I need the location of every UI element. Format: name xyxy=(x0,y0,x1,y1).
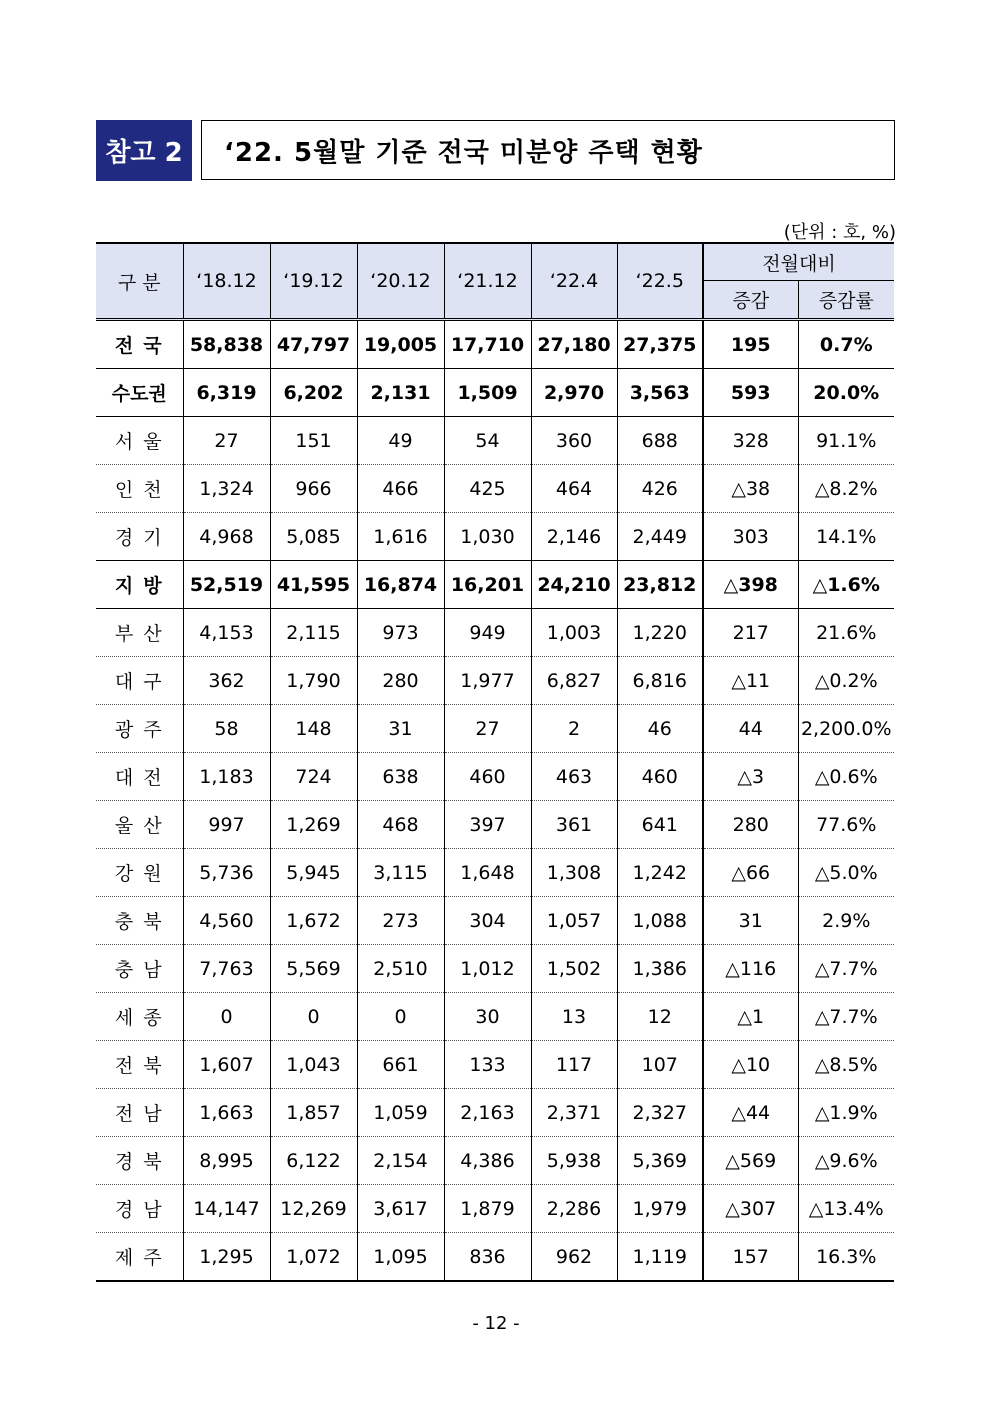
period-value: 1,509 xyxy=(444,369,531,417)
period-value: 46 xyxy=(617,705,703,753)
period-value: 27 xyxy=(444,705,531,753)
period-value: 1,324 xyxy=(183,465,270,513)
period-value: 962 xyxy=(531,1233,617,1282)
change-value: △307 xyxy=(703,1185,798,1233)
period-value: 1,308 xyxy=(531,849,617,897)
change-value: 217 xyxy=(703,609,798,657)
region-name: 전국 xyxy=(96,320,183,369)
period-value: 151 xyxy=(270,417,357,465)
period-value: 1,663 xyxy=(183,1089,270,1137)
period-value: 6,202 xyxy=(270,369,357,417)
change-value: 157 xyxy=(703,1233,798,1282)
period-value: 19,005 xyxy=(357,320,444,369)
region-name: 경북 xyxy=(96,1137,183,1185)
period-value: 836 xyxy=(444,1233,531,1282)
table-row xyxy=(96,705,894,753)
region-name: 강원 xyxy=(96,849,183,897)
period-value: 304 xyxy=(444,897,531,945)
period-value: 1,616 xyxy=(357,513,444,561)
period-value: 4,560 xyxy=(183,897,270,945)
table-row xyxy=(96,465,894,513)
period-value: 1,979 xyxy=(617,1185,703,1233)
period-value: 13 xyxy=(531,993,617,1041)
change-value: △10 xyxy=(703,1041,798,1089)
period-value: 1,242 xyxy=(617,849,703,897)
period-value: 997 xyxy=(183,801,270,849)
change-rate-value: △1.6% xyxy=(798,561,894,609)
period-value: 6,816 xyxy=(617,657,703,705)
period-value: 1,672 xyxy=(270,897,357,945)
table-row xyxy=(96,513,894,561)
period-value: 1,977 xyxy=(444,657,531,705)
change-rate-value: △0.6% xyxy=(798,753,894,801)
period-value: 12,269 xyxy=(270,1185,357,1233)
period-value: 0 xyxy=(357,993,444,1041)
table-row xyxy=(96,369,894,417)
period-value: 1,857 xyxy=(270,1089,357,1137)
period-value: 360 xyxy=(531,417,617,465)
period-value: 661 xyxy=(357,1041,444,1089)
period-value: 1,879 xyxy=(444,1185,531,1233)
header-period: ‘22.4 xyxy=(531,243,617,320)
table-row xyxy=(96,993,894,1041)
period-value: 460 xyxy=(444,753,531,801)
table-row xyxy=(96,417,894,465)
period-value: 27 xyxy=(183,417,270,465)
change-value: △11 xyxy=(703,657,798,705)
change-rate-value: 77.6% xyxy=(798,801,894,849)
period-value: 426 xyxy=(617,465,703,513)
region-name: 대전 xyxy=(96,753,183,801)
header-change: 증감 xyxy=(703,281,798,320)
change-rate-value: 16.3% xyxy=(816,1245,877,1268)
period-value: 2,146 xyxy=(531,513,617,561)
period-value: 464 xyxy=(531,465,617,513)
region-name: 충남 xyxy=(96,945,183,993)
period-value: 273 xyxy=(357,897,444,945)
period-value: 5,736 xyxy=(183,849,270,897)
period-value: 425 xyxy=(444,465,531,513)
change-rate-value: △5.0% xyxy=(798,849,894,897)
period-value: 49 xyxy=(357,417,444,465)
change-rate-value: 0.7% xyxy=(798,320,894,369)
period-value: 1,220 xyxy=(617,609,703,657)
period-value: 27,180 xyxy=(531,320,617,369)
change-rate-value: △8.2% xyxy=(798,465,894,513)
period-value: 6,122 xyxy=(270,1137,357,1185)
period-value: 58,838 xyxy=(183,320,270,369)
change-value: 280 xyxy=(703,801,798,849)
table-row xyxy=(96,320,894,369)
region-name: 제주 xyxy=(96,1233,183,1282)
period-value: 1,059 xyxy=(357,1089,444,1137)
period-value: 31 xyxy=(357,705,444,753)
region-name: 인천 xyxy=(96,465,183,513)
period-value: 3,115 xyxy=(357,849,444,897)
period-value: 0 xyxy=(183,993,270,1041)
change-value: △38 xyxy=(703,465,798,513)
period-value: 16,201 xyxy=(444,561,531,609)
period-value: 466 xyxy=(357,465,444,513)
table-row xyxy=(96,1089,894,1137)
period-value: 2,115 xyxy=(270,609,357,657)
unit-note: (단위 : 호, %) xyxy=(783,222,896,243)
table-row xyxy=(96,849,894,897)
period-value: 1,119 xyxy=(617,1233,703,1282)
region-name: 울산 xyxy=(96,801,183,849)
period-value: 966 xyxy=(270,465,357,513)
change-value: △3 xyxy=(703,753,798,801)
period-value: 148 xyxy=(270,705,357,753)
period-value: 1,790 xyxy=(270,657,357,705)
change-rate-value: △13.4% xyxy=(798,1185,894,1233)
table-row xyxy=(96,1137,894,1185)
period-value: 688 xyxy=(617,417,703,465)
period-value: 397 xyxy=(444,801,531,849)
header-period: ‘20.12 xyxy=(357,243,444,320)
table-row xyxy=(96,1185,894,1233)
header-period: ‘19.12 xyxy=(270,243,357,320)
period-value: 973 xyxy=(357,609,444,657)
header-category: 구 분 xyxy=(96,243,183,320)
region-name: 수도권 xyxy=(96,369,183,417)
period-value: 1,043 xyxy=(270,1041,357,1089)
period-value: 24,210 xyxy=(531,561,617,609)
change-value: 31 xyxy=(703,897,798,945)
period-value: 16,874 xyxy=(357,561,444,609)
period-value: 638 xyxy=(357,753,444,801)
period-value: 3,617 xyxy=(357,1185,444,1233)
change-value: △66 xyxy=(703,849,798,897)
period-value: 641 xyxy=(617,801,703,849)
change-value: △44 xyxy=(703,1089,798,1137)
period-value: 1,607 xyxy=(183,1041,270,1089)
period-value: 1,386 xyxy=(617,945,703,993)
period-value: 54 xyxy=(444,417,531,465)
period-value: 3,563 xyxy=(617,369,703,417)
region-name: 광주 xyxy=(96,705,183,753)
period-value: 463 xyxy=(531,753,617,801)
table-row xyxy=(96,801,894,849)
change-rate-value: 91.1% xyxy=(798,417,894,465)
page-title: ‘22. 5월말 기준 전국 미분양 주택 현황 xyxy=(201,120,895,180)
period-value: 1,095 xyxy=(357,1233,444,1282)
region-name: 세종 xyxy=(96,993,183,1041)
period-value: 4,386 xyxy=(444,1137,531,1185)
period-value: 468 xyxy=(357,801,444,849)
change-rate-value: △7.7% xyxy=(798,993,894,1041)
change-rate-value: △8.5% xyxy=(798,1041,894,1089)
change-value: 328 xyxy=(703,417,798,465)
period-value: 1,502 xyxy=(531,945,617,993)
region-name: 지방 xyxy=(96,561,183,609)
change-value: △569 xyxy=(703,1137,798,1185)
period-value: 1,057 xyxy=(531,897,617,945)
change-value: △1 xyxy=(703,993,798,1041)
period-value: 280 xyxy=(357,657,444,705)
period-value: 133 xyxy=(444,1041,531,1089)
period-value: 5,369 xyxy=(617,1137,703,1185)
region-name: 충북 xyxy=(96,897,183,945)
period-value: 1,183 xyxy=(183,753,270,801)
period-value: 361 xyxy=(531,801,617,849)
period-value: 1,088 xyxy=(617,897,703,945)
change-rate-value: 21.6% xyxy=(798,609,894,657)
change-value: 303 xyxy=(703,513,798,561)
period-value: 1,648 xyxy=(444,849,531,897)
period-value: 5,945 xyxy=(270,849,357,897)
period-value: 6,827 xyxy=(531,657,617,705)
period-value: 1,072 xyxy=(270,1233,357,1282)
header-period: ‘22.5 xyxy=(617,243,703,320)
period-value: 5,085 xyxy=(270,513,357,561)
change-rate-value: △7.7% xyxy=(798,945,894,993)
period-value: 5,938 xyxy=(531,1137,617,1185)
region-name: 서울 xyxy=(96,417,183,465)
period-value: 1,269 xyxy=(270,801,357,849)
page-number: - 12 - xyxy=(472,1313,520,1334)
period-value: 47,797 xyxy=(270,320,357,369)
period-value: 52,519 xyxy=(183,561,270,609)
table-row xyxy=(96,561,894,609)
period-value: 27,375 xyxy=(617,320,703,369)
period-value: 2,510 xyxy=(357,945,444,993)
period-value: 1,003 xyxy=(531,609,617,657)
period-value: 2,131 xyxy=(357,369,444,417)
period-value: 2,970 xyxy=(531,369,617,417)
period-value: 2,449 xyxy=(617,513,703,561)
header-period: ‘21.12 xyxy=(444,243,531,320)
table-row xyxy=(96,1041,894,1089)
reference-badge: 참고 2 xyxy=(96,120,192,181)
period-value: 460 xyxy=(617,753,703,801)
period-value: 14,147 xyxy=(183,1185,270,1233)
period-value: 2,327 xyxy=(617,1089,703,1137)
table-row xyxy=(96,1233,894,1282)
period-value: 4,968 xyxy=(183,513,270,561)
change-rate-value: 20.0% xyxy=(798,369,894,417)
period-value: 7,763 xyxy=(183,945,270,993)
region-name: 부산 xyxy=(96,609,183,657)
period-value: 58 xyxy=(183,705,270,753)
period-value: 2,163 xyxy=(444,1089,531,1137)
period-value: 4,153 xyxy=(183,609,270,657)
period-value: 949 xyxy=(444,609,531,657)
period-value: 2 xyxy=(531,705,617,753)
period-value: 0 xyxy=(270,993,357,1041)
change-rate-value: △0.2% xyxy=(798,657,894,705)
header-change-rate: 증감률 xyxy=(798,281,894,320)
header-period: ‘18.12 xyxy=(183,243,270,320)
period-value: 107 xyxy=(617,1041,703,1089)
table-row xyxy=(96,753,894,801)
period-value: 17,710 xyxy=(444,320,531,369)
table-row xyxy=(96,657,894,705)
header-compare-group: 전월대비 xyxy=(703,243,894,281)
change-rate-value: 14.1% xyxy=(798,513,894,561)
change-value: △116 xyxy=(703,945,798,993)
region-name: 대구 xyxy=(96,657,183,705)
change-rate-value: 2.9% xyxy=(798,897,894,945)
table-row xyxy=(96,897,894,945)
table-row xyxy=(96,609,894,657)
period-value: 724 xyxy=(270,753,357,801)
period-value: 5,569 xyxy=(270,945,357,993)
period-value: 2,154 xyxy=(357,1137,444,1185)
table-row xyxy=(96,945,894,993)
unsold-housing-table xyxy=(96,242,894,1282)
period-value: 23,812 xyxy=(617,561,703,609)
change-rate-value: △1.9% xyxy=(798,1089,894,1137)
change-value: 195 xyxy=(703,320,798,369)
period-value: 1,295 xyxy=(183,1233,270,1282)
region-name: 경기 xyxy=(96,513,183,561)
period-value: 362 xyxy=(183,657,270,705)
period-value: 30 xyxy=(444,993,531,1041)
period-value: 117 xyxy=(531,1041,617,1089)
period-value: 2,286 xyxy=(531,1185,617,1233)
period-value: 41,595 xyxy=(270,561,357,609)
period-value: 1,030 xyxy=(444,513,531,561)
change-rate-value: 2,200.0% xyxy=(798,705,894,753)
change-value: 44 xyxy=(703,705,798,753)
region-name: 전북 xyxy=(96,1041,183,1089)
period-value: 2,371 xyxy=(531,1089,617,1137)
change-rate-value: △9.6% xyxy=(798,1137,894,1185)
region-name: 전남 xyxy=(96,1089,183,1137)
period-value: 8,995 xyxy=(183,1137,270,1185)
change-value: △398 xyxy=(703,561,798,609)
period-value: 6,319 xyxy=(183,369,270,417)
region-name: 경남 xyxy=(96,1185,183,1233)
period-value: 12 xyxy=(617,993,703,1041)
period-value: 1,012 xyxy=(444,945,531,993)
change-value: 593 xyxy=(703,369,798,417)
